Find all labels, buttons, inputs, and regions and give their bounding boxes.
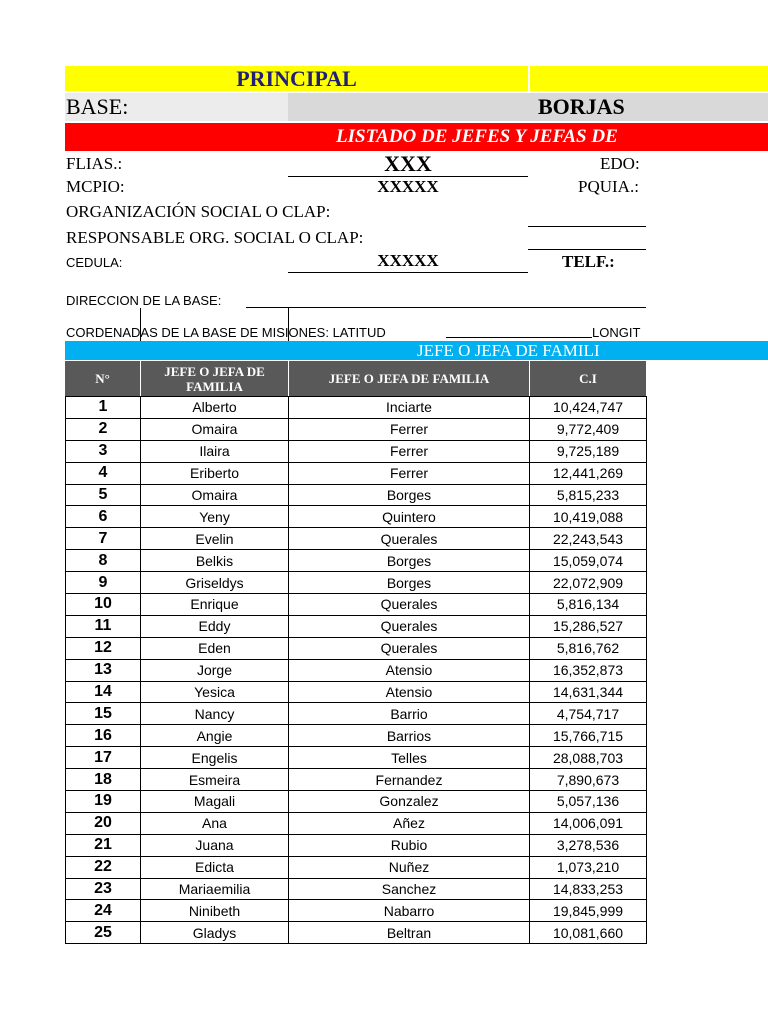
row-ci: 1,073,210 — [530, 856, 647, 878]
row-first-name: Eden — [141, 637, 289, 659]
table-row — [66, 834, 647, 856]
row-number: 13 — [66, 659, 141, 681]
row-first-name: Omaira — [141, 418, 289, 440]
table-row — [66, 550, 647, 572]
row-number: 11 — [66, 615, 141, 637]
table-row — [66, 659, 647, 681]
row-number: 25 — [66, 922, 141, 944]
row-last-name: Fernandez — [289, 769, 530, 791]
familias-table — [65, 396, 647, 944]
row-last-name: Querales — [289, 637, 530, 659]
row-ci: 9,725,189 — [530, 440, 647, 462]
table-row — [66, 594, 647, 616]
row-number: 2 — [66, 418, 141, 440]
flias-label: FLIAS.: — [66, 154, 123, 173]
row-ci: 14,631,344 — [530, 681, 647, 703]
table-row — [66, 440, 647, 462]
row-ci: 10,424,747 — [530, 397, 647, 419]
cedula-underline — [288, 272, 528, 273]
row-number: 10 — [66, 594, 141, 616]
org-underline — [528, 226, 646, 227]
row-ci: 5,816,134 — [530, 594, 647, 616]
table-row — [66, 812, 647, 834]
row-number: 18 — [66, 769, 141, 791]
base-value-band — [288, 93, 768, 121]
table-row — [66, 484, 647, 506]
row-first-name: Yeny — [141, 506, 289, 528]
row-last-name: Atensio — [289, 659, 530, 681]
row-number: 7 — [66, 528, 141, 550]
row-last-name: Ferrer — [289, 462, 530, 484]
edo-label: EDO: — [600, 154, 640, 173]
table-header-apellido: JEFE O JEFA DE FAMILIA — [328, 370, 490, 386]
cordenadas-label: CORDENADAS DE LA BASE DE MISIONES: LATITUD — [66, 324, 386, 340]
row-first-name: Edicta — [141, 856, 289, 878]
table-header-no: N° — [95, 370, 110, 386]
row-last-name: Nuñez — [289, 856, 530, 878]
row-first-name: Angie — [141, 725, 289, 747]
row-last-name: Querales — [289, 528, 530, 550]
table-row — [66, 462, 647, 484]
row-first-name: Yesica — [141, 681, 289, 703]
telf-label: TELF.: — [562, 252, 615, 271]
row-number: 8 — [66, 550, 141, 572]
flias-value: XXX — [384, 150, 432, 176]
row-number: 19 — [66, 791, 141, 813]
row-ci: 15,766,715 — [530, 725, 647, 747]
table-row — [66, 922, 647, 944]
latitud-underline — [446, 337, 592, 338]
row-number: 5 — [66, 484, 141, 506]
row-last-name: Nabarro — [289, 900, 530, 922]
row-first-name: Engelis — [141, 747, 289, 769]
base-value: BORJAS — [538, 94, 625, 119]
row-first-name: Ninibeth — [141, 900, 289, 922]
row-last-name: Ferrer — [289, 440, 530, 462]
row-ci: 19,845,999 — [530, 900, 647, 922]
row-number: 9 — [66, 572, 141, 594]
row-ci: 14,006,091 — [530, 812, 647, 834]
row-number: 15 — [66, 703, 141, 725]
row-first-name: Belkis — [141, 550, 289, 572]
row-last-name: Borges — [289, 572, 530, 594]
pquia-label: PQUIA.: — [578, 177, 639, 196]
row-number: 3 — [66, 440, 141, 462]
resp-label: RESPONSABLE ORG. SOCIAL O CLAP: — [66, 228, 364, 247]
table-row — [66, 856, 647, 878]
row-last-name: Gonzalez — [289, 791, 530, 813]
row-last-name: Añez — [289, 812, 530, 834]
row-ci: 10,419,088 — [530, 506, 647, 528]
row-first-name: Gladys — [141, 922, 289, 944]
row-ci: 15,286,527 — [530, 615, 647, 637]
mcpio-value: XXXXX — [377, 177, 439, 196]
row-number: 17 — [66, 747, 141, 769]
row-ci: 15,059,074 — [530, 550, 647, 572]
table-row — [66, 615, 647, 637]
row-last-name: Atensio — [289, 681, 530, 703]
table-row — [66, 900, 647, 922]
table-row — [66, 506, 647, 528]
row-first-name: Esmeira — [141, 769, 289, 791]
row-ci: 14,833,253 — [530, 878, 647, 900]
table-row — [66, 397, 647, 419]
row-last-name: Borges — [289, 550, 530, 572]
listado-title: LISTADO DE JEFES Y JEFAS DE — [336, 126, 618, 147]
row-last-name: Querales — [289, 615, 530, 637]
row-ci: 22,072,909 — [530, 572, 647, 594]
mcpio-label: MCPIO: — [66, 177, 125, 196]
row-last-name: Barrio — [289, 703, 530, 725]
row-ci: 12,441,269 — [530, 462, 647, 484]
cedula-value: XXXXX — [377, 251, 439, 270]
principal-band-right — [530, 66, 768, 91]
row-last-name: Ferrer — [289, 418, 530, 440]
row-ci: 7,890,673 — [530, 769, 647, 791]
row-ci: 5,057,136 — [530, 791, 647, 813]
row-last-name: Telles — [289, 747, 530, 769]
row-last-name: Rubio — [289, 834, 530, 856]
row-last-name: Barrios — [289, 725, 530, 747]
table-row — [66, 878, 647, 900]
row-ci: 4,754,717 — [530, 703, 647, 725]
table-row — [66, 747, 647, 769]
row-first-name: Enrique — [141, 594, 289, 616]
table-row — [66, 681, 647, 703]
row-ci: 5,815,233 — [530, 484, 647, 506]
row-first-name: Jorge — [141, 659, 289, 681]
row-number: 24 — [66, 900, 141, 922]
table-row — [66, 703, 647, 725]
row-number: 23 — [66, 878, 141, 900]
row-number: 6 — [66, 506, 141, 528]
direccion-label: DIRECCION DE LA BASE: — [66, 292, 222, 308]
row-first-name: Omaira — [141, 484, 289, 506]
row-ci: 22,243,543 — [530, 528, 647, 550]
row-first-name: Evelin — [141, 528, 289, 550]
row-first-name: Eriberto — [141, 462, 289, 484]
cedula-label: CEDULA: — [66, 254, 123, 270]
row-number: 21 — [66, 834, 141, 856]
row-ci: 10,081,660 — [530, 922, 647, 944]
table-header-nombre: JEFE O JEFA DE FAMILIA — [164, 363, 265, 394]
row-number: 16 — [66, 725, 141, 747]
direccion-underline — [246, 307, 646, 308]
table-row — [66, 572, 647, 594]
row-first-name: Alberto — [141, 397, 289, 419]
row-first-name: Juana — [141, 834, 289, 856]
row-last-name: Inciarte — [289, 397, 530, 419]
row-ci: 28,088,703 — [530, 747, 647, 769]
row-first-name: Nancy — [141, 703, 289, 725]
row-last-name: Beltran — [289, 922, 530, 944]
table-header-ci: C.I — [579, 370, 597, 386]
row-number: 20 — [66, 812, 141, 834]
table-row — [66, 637, 647, 659]
row-ci: 16,352,873 — [530, 659, 647, 681]
row-number: 4 — [66, 462, 141, 484]
row-last-name: Borges — [289, 484, 530, 506]
base-label: BASE: — [66, 94, 129, 119]
org-label: ORGANIZACIÓN SOCIAL O CLAP: — [66, 202, 331, 221]
table-row — [66, 769, 647, 791]
table-row — [66, 725, 647, 747]
table-row — [66, 418, 647, 440]
section-bar-title: JEFE O JEFA DE FAMILI — [417, 340, 600, 360]
row-last-name: Quintero — [289, 506, 530, 528]
row-number: 22 — [66, 856, 141, 878]
table-row — [66, 791, 647, 813]
row-first-name: Mariaemilia — [141, 878, 289, 900]
row-last-name: Sanchez — [289, 878, 530, 900]
longitud-label: LONGIT — [592, 324, 641, 340]
row-number: 14 — [66, 681, 141, 703]
row-first-name: Ilaira — [141, 440, 289, 462]
row-number: 12 — [66, 637, 141, 659]
row-first-name: Griseldys — [141, 572, 289, 594]
row-first-name: Eddy — [141, 615, 289, 637]
row-last-name: Querales — [289, 594, 530, 616]
row-first-name: Ana — [141, 812, 289, 834]
row-first-name: Magali — [141, 791, 289, 813]
row-ci: 9,772,409 — [530, 418, 647, 440]
row-number: 1 — [66, 397, 141, 419]
row-ci: 5,816,762 — [530, 637, 647, 659]
row-ci: 3,278,536 — [530, 834, 647, 856]
principal-title: PRINCIPAL — [236, 65, 357, 91]
resp-underline — [528, 249, 646, 250]
table-row — [66, 528, 647, 550]
